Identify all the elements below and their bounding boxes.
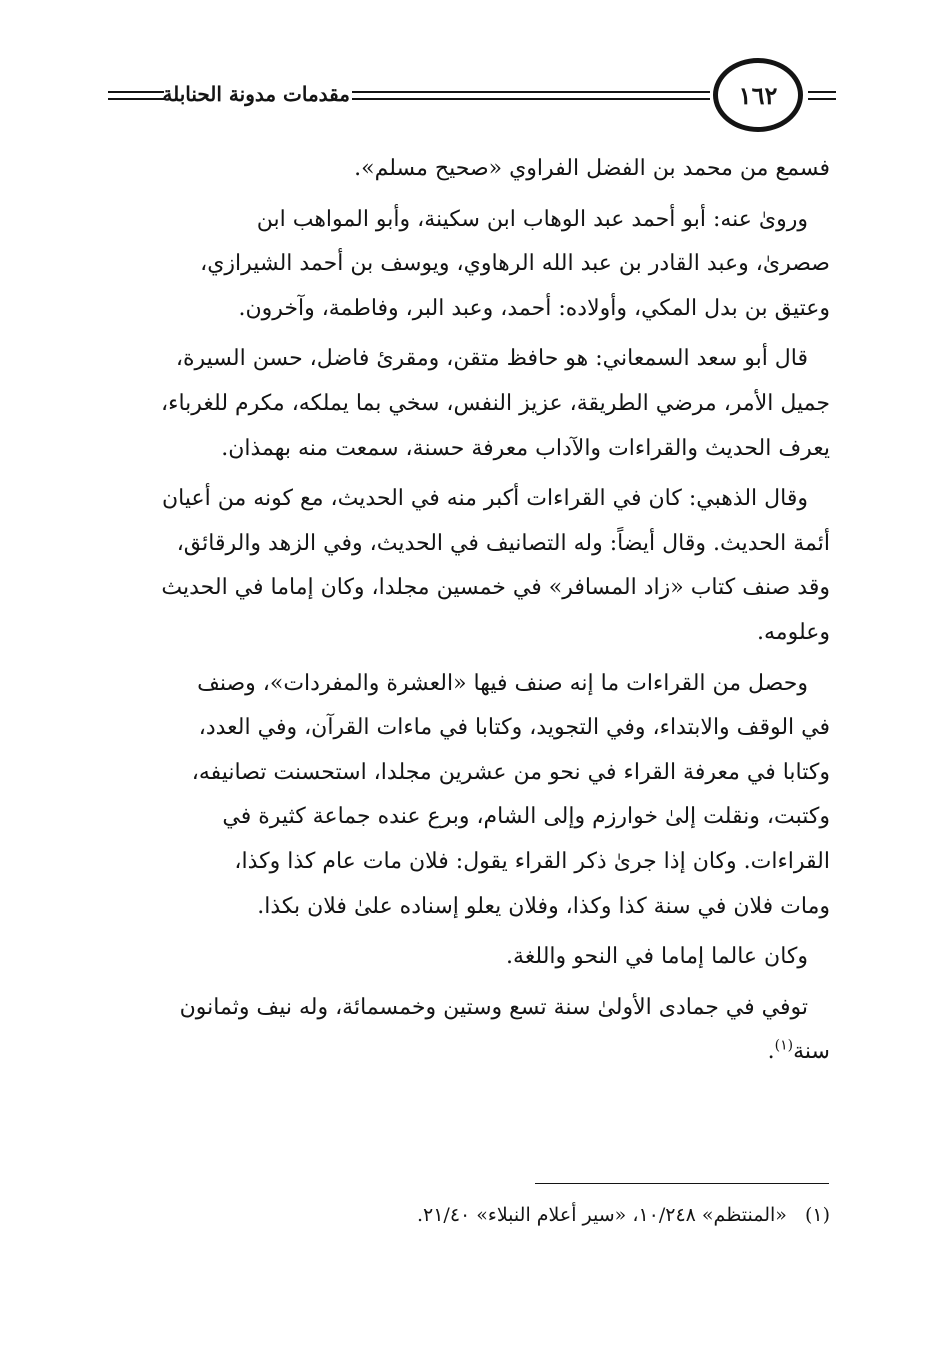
paragraph-5: وحصل من القراءات ما إنه صنف فيها «العشرة والمفردات»، وصنف في الوقف والابتداء، وفي التجويد، وكتابا في ماءات القرآن، وفي العدد، وكتابا في معرفة القراء في نحو من عشرين مجلدا، استحسنت تصانيفه، وكتبت، ونقلت إلىٰ خوارزم وإلى الشام، وبرع عنده جماعة كثيرة في القراءات. وكان إذا جرىٰ ذكر القراء يقول: فلان مات عام كذا وكذا، ومات فلان في سنة كذا وكذا، وفلان يعلو إسناده علىٰ فلان بكذا.: [191, 670, 830, 919]
paragraph-1: فسمع من محمد بن الفضل الفراوي «صحيح مسلم».: [354, 156, 830, 181]
paragraph-7-text: توفي في جمادى الأولىٰ سنة تسع وستين وخمسمائة، وله نيف وثمانون سنة: [179, 994, 830, 1065]
footnote-reference: (١): [774, 1037, 794, 1054]
page-number: ١٦٢: [713, 58, 803, 132]
paragraph-6-text: وكان عالما إماما في النحو واللغة.: [506, 944, 808, 970]
footnote-number: (١): [804, 1204, 830, 1226]
paragraph-6: [108, 935, 830, 980]
running-header: [108, 52, 836, 138]
footnote-divider: [535, 1183, 829, 1184]
final-period: .: [767, 1039, 775, 1065]
header-rule-right: [808, 91, 836, 100]
header-rule-left: [108, 91, 164, 100]
body-text: [108, 147, 830, 1081]
footnote-text: «المنتظم» ١٠/٢٤٨، «سير أعلام النبلاء» ٢١/٤٠.: [416, 1204, 787, 1226]
paragraph-3: قال أبو سعد السمعاني: هو حافظ متقن، ومقرئ فاضل، حسن السيرة، جميل الأمر، مرضي الطريقة، عزيز النفس، سخي بما يملكه، مكرم للغرباء، يعرف الحديث والقراءات والآداب معرفة حسنة، سمعت منه بهمذان.: [161, 346, 830, 461]
running-title: مقدمات مدونة الحنابلة: [162, 82, 350, 106]
footnote: [108, 1199, 830, 1231]
paragraph-2: وروىٰ عنه: أبو أحمد عبد الوهاب ابن سكينة، وأبو المواهب ابن صصرىٰ، وعبد القادر بن عبد الله الرهاوي، ويوسف بن أحمد الشيرازي، وعتيق بن بدل المكي، وأولاده: أحمد، وعبد البر، وفاطمة، وآخرون.: [200, 206, 830, 321]
paragraph-4: وقال الذهبي: كان في القراءات أكبر منه في الحديث، مع كونه من أعيان أئمة الحديث. وقال أيضاً: وله التصانيف في الحديث، وفي الزهد والرقائق، وقد صنف كتاب «زاد المسافر» في خمسين مجلدا، وكان إماما في الحديث وعلومه.: [161, 486, 830, 645]
paragraph-7: [108, 986, 830, 1075]
header-rule-middle: [352, 91, 710, 100]
